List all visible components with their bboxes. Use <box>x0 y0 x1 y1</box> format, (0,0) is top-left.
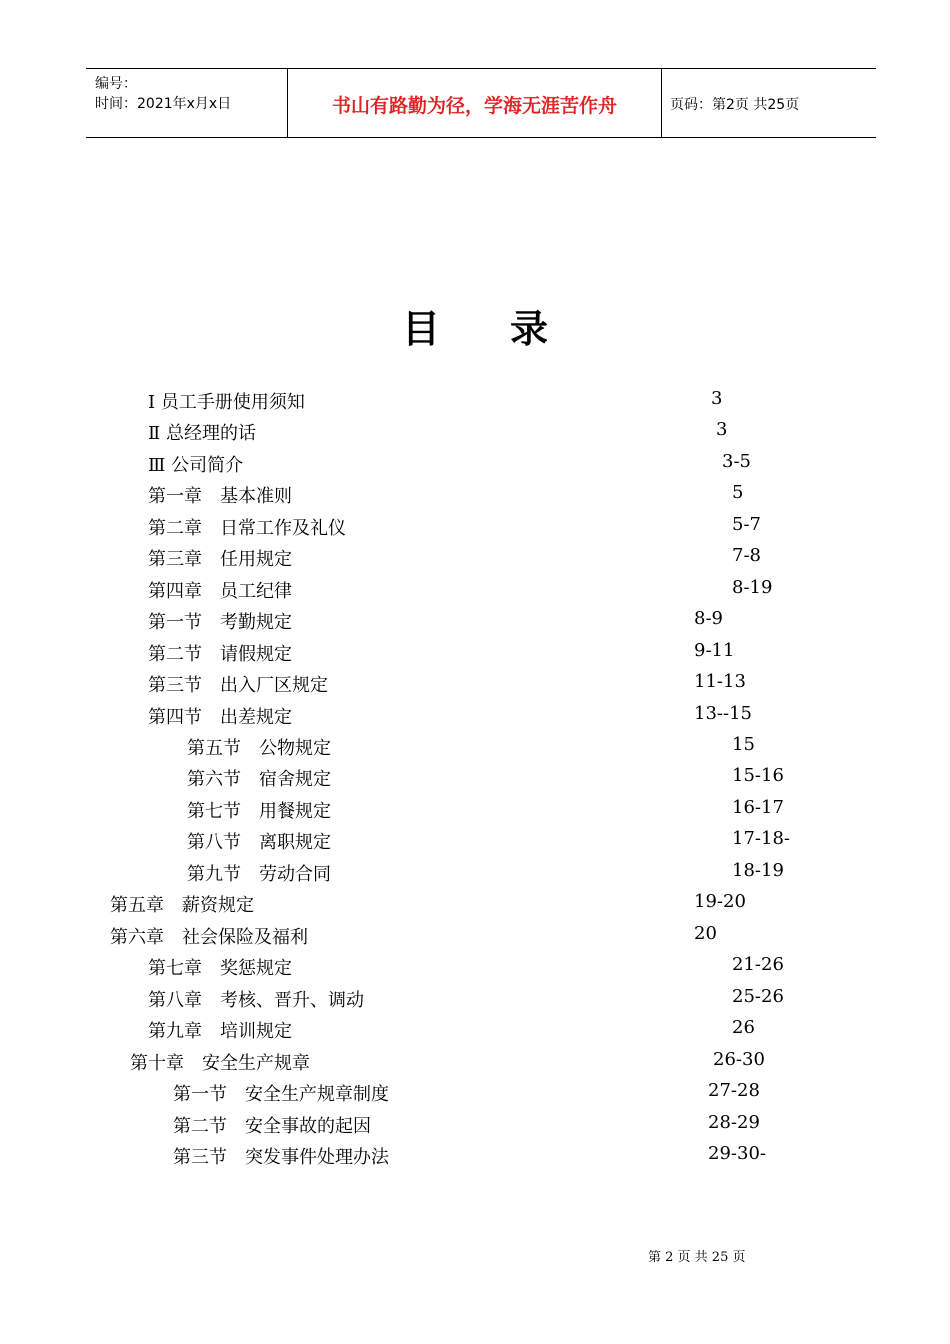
header-time-label: 时间：2021年x月x日 <box>95 96 232 112</box>
toc-label: 第八章 考核、晋升、调动 <box>148 990 364 1011</box>
header-left-cell <box>86 69 287 137</box>
toc-row <box>0 765 950 795</box>
toc-page: 8-9 <box>694 608 723 629</box>
toc-label: 第七章 奖惩规定 <box>148 958 292 979</box>
toc-row <box>0 986 950 1016</box>
toc-label: 第六节 宿舍规定 <box>187 769 331 790</box>
page-header <box>86 68 876 138</box>
toc-row <box>0 1143 950 1173</box>
toc-page: 16-17 <box>732 797 784 818</box>
toc-label: Ⅰ 员工手册使用须知 <box>148 392 305 413</box>
header-motto-cell <box>287 69 662 137</box>
toc-row <box>0 388 950 418</box>
toc-row <box>0 891 950 921</box>
toc-page: 7-8 <box>732 545 761 566</box>
toc-label: 第二节 安全事故的起因 <box>173 1116 371 1137</box>
toc-row <box>0 577 950 607</box>
toc-row <box>0 545 950 575</box>
toc-row <box>0 797 950 827</box>
toc-label: Ⅲ 公司简介 <box>148 455 244 476</box>
title-right-char: 录 <box>510 306 549 351</box>
toc-row <box>0 671 950 701</box>
toc-label: 第一章 基本准则 <box>148 486 292 507</box>
toc-label: 第九节 劳动合同 <box>187 864 331 885</box>
toc-row <box>0 828 950 858</box>
toc-row <box>0 1049 950 1079</box>
toc-row <box>0 923 950 953</box>
page-title <box>0 298 950 353</box>
header-page-info: 页码：第2页 共25页 <box>670 97 800 113</box>
toc-row <box>0 734 950 764</box>
toc-label: 第三节 突发事件处理办法 <box>173 1147 389 1168</box>
toc-page: 3 <box>716 419 728 440</box>
toc-row <box>0 419 950 449</box>
toc-page: 29-30- <box>708 1143 766 1164</box>
toc-page: 3 <box>711 388 723 409</box>
toc-row <box>0 1080 950 1110</box>
toc-page: 28-29 <box>708 1112 760 1133</box>
toc-row <box>0 703 950 733</box>
toc-page: 8-19 <box>732 577 773 598</box>
header-number-label: 编号： <box>95 76 137 92</box>
toc-row <box>0 860 950 890</box>
toc-row <box>0 954 950 984</box>
toc-row <box>0 608 950 638</box>
toc-row <box>0 640 950 670</box>
toc-page: 25-26 <box>732 986 784 1007</box>
header-motto: 书山有路勤为径，学海无涯苦作舟 <box>331 95 617 117</box>
toc-row <box>0 514 950 544</box>
toc-label: 第一节 考勤规定 <box>148 612 292 633</box>
toc-label: 第六章 社会保险及福利 <box>110 927 308 948</box>
toc-label: 第一节 安全生产规章制度 <box>173 1084 389 1105</box>
toc-label: 第十章 安全生产规章 <box>130 1053 310 1074</box>
toc-label: 第五节 公物规定 <box>187 738 331 759</box>
toc-page: 15 <box>732 734 755 755</box>
toc-page: 17-18- <box>732 828 790 849</box>
toc-label: 第三章 任用规定 <box>148 549 292 570</box>
toc-page: 5-7 <box>732 514 761 535</box>
toc-label: 第四节 出差规定 <box>148 707 292 728</box>
toc-page: 13--15 <box>694 703 752 724</box>
page-footer: 第 2 页 共 25 页 <box>648 1250 746 1265</box>
header-page-cell <box>661 69 876 137</box>
toc-label: 第三节 出入厂区规定 <box>148 675 328 696</box>
toc-page: 9-11 <box>694 640 735 661</box>
toc-label: 第九章 培训规定 <box>148 1021 292 1042</box>
toc-page: 20 <box>694 923 717 944</box>
toc-page: 27-28 <box>708 1080 760 1101</box>
toc-row <box>0 451 950 481</box>
toc-label: 第五章 薪资规定 <box>110 895 254 916</box>
toc-label: 第八节 离职规定 <box>187 832 331 853</box>
title-left-char: 目 <box>401 306 440 351</box>
toc-page: 19-20 <box>694 891 746 912</box>
toc-page: 21-26 <box>732 954 784 975</box>
toc-page: 5 <box>732 482 744 503</box>
toc-label: 第二节 请假规定 <box>148 644 292 665</box>
toc-page: 11-13 <box>694 671 746 692</box>
toc-row <box>0 1112 950 1142</box>
toc-row <box>0 1017 950 1047</box>
toc-label: Ⅱ 总经理的话 <box>148 423 256 444</box>
toc-page: 15-16 <box>732 765 784 786</box>
toc-page: 26 <box>732 1017 755 1038</box>
toc-label: 第二章 日常工作及礼仪 <box>148 518 346 539</box>
toc-page: 3-5 <box>722 451 751 472</box>
toc-page: 18-19 <box>732 860 784 881</box>
toc-label: 第四章 员工纪律 <box>148 581 292 602</box>
toc-page: 26-30 <box>713 1049 765 1070</box>
toc-row <box>0 482 950 512</box>
toc-label: 第七节 用餐规定 <box>187 801 331 822</box>
